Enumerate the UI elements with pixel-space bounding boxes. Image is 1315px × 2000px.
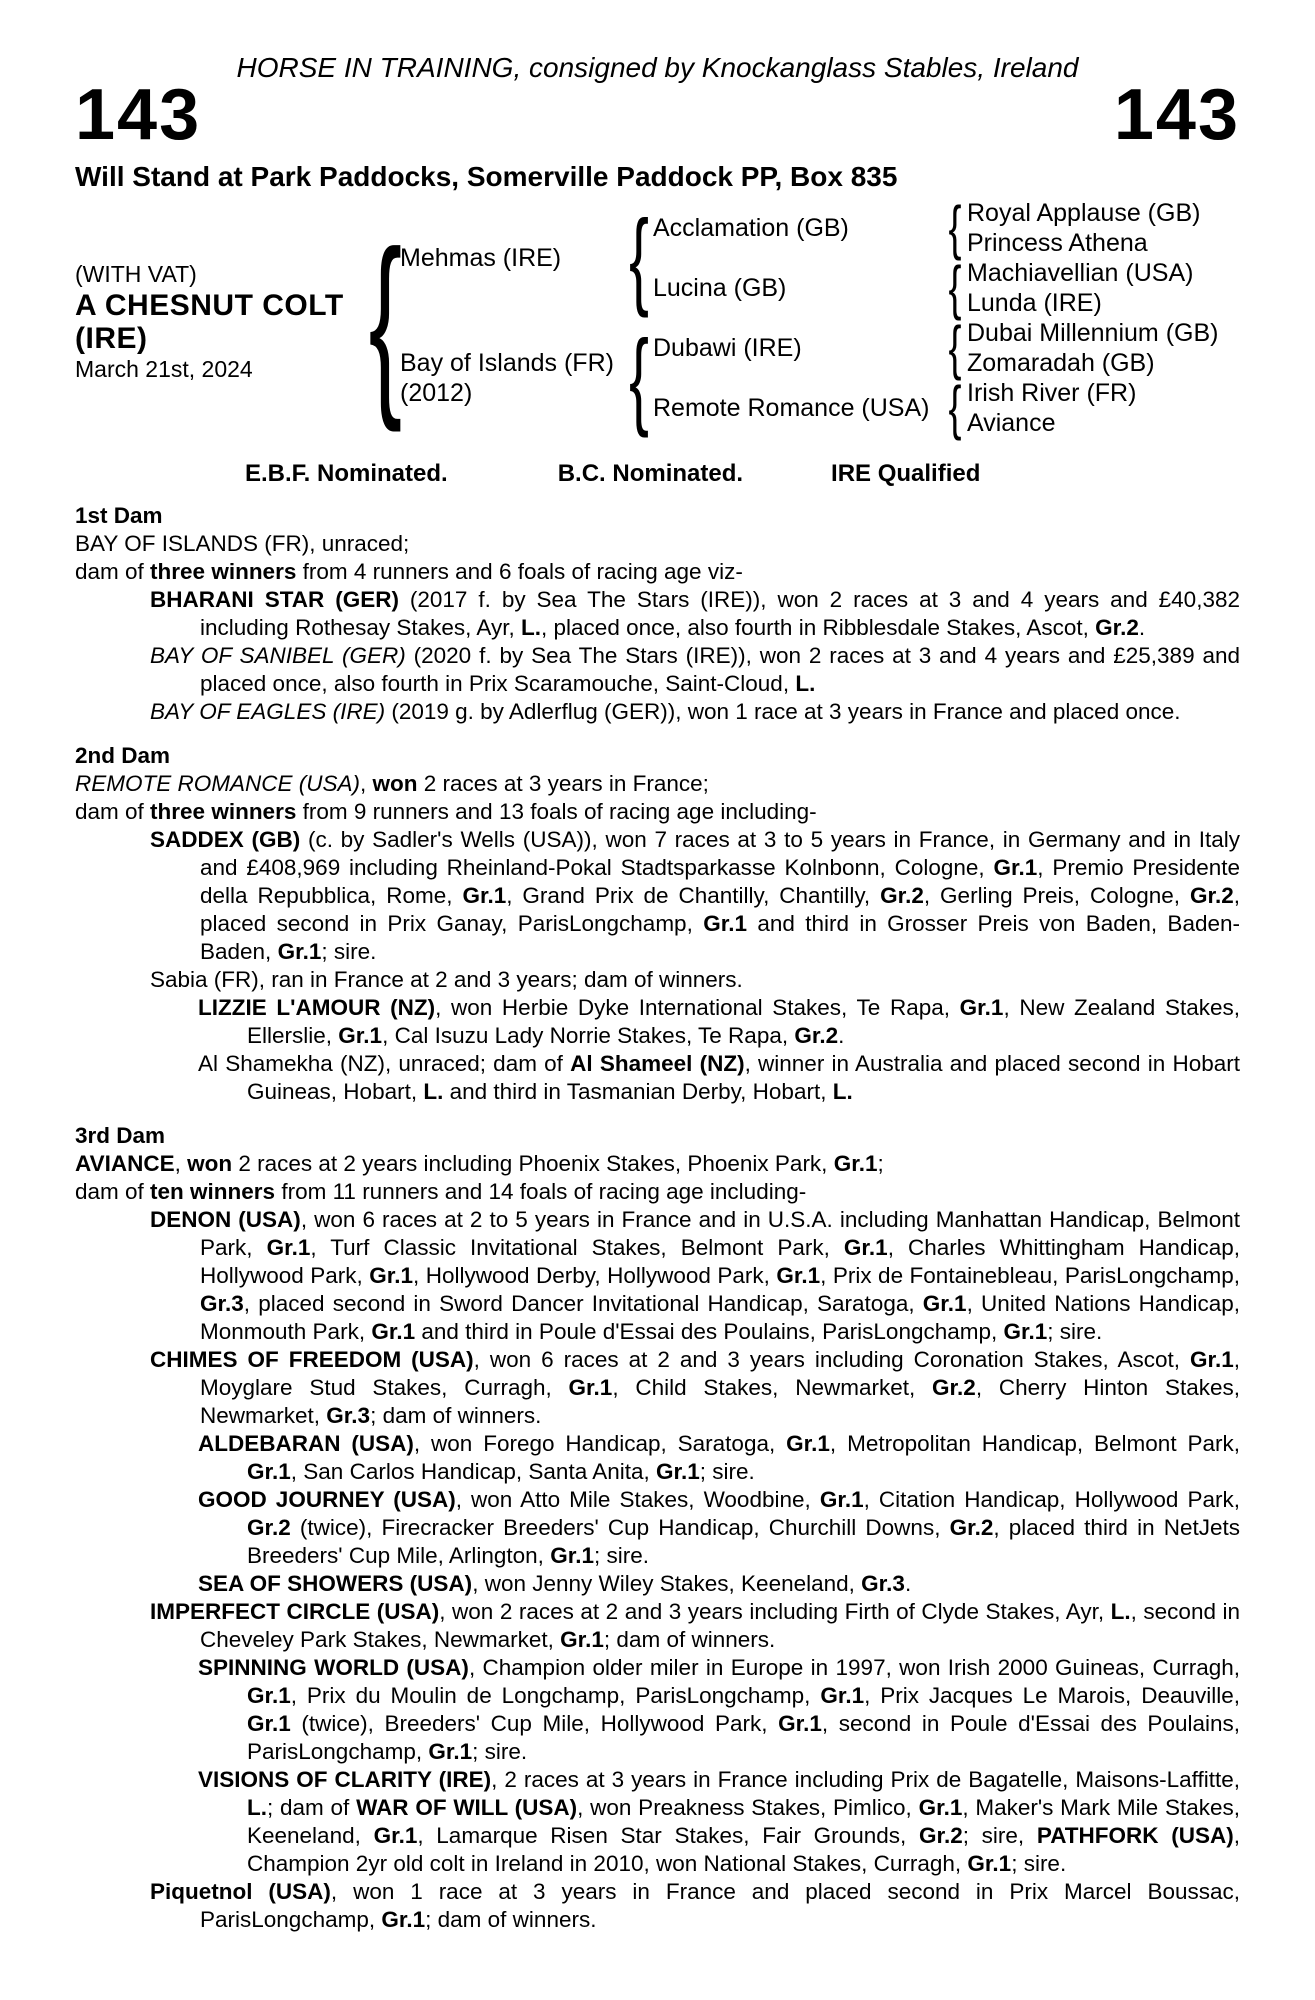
text-segment: Gr.1 — [656, 1459, 700, 1484]
text-segment: Gr.1 — [843, 1235, 888, 1260]
section-3rd-dam — [75, 1122, 1240, 1934]
text-segment: Gr.1 — [338, 1023, 383, 1048]
text-segment: Gr.1 — [371, 1319, 416, 1344]
text-segment: , Citation Handicap, Hollywood Park, — [863, 1487, 1240, 1512]
text-segment: . — [904, 1571, 912, 1596]
text-segment: BHARANI STAR (GER) — [150, 587, 399, 612]
text-segment: Gr.1 — [833, 1151, 878, 1176]
stand-location-line: Will Stand at Park Paddocks, Somerville Paddock PP, Box 835 — [75, 161, 898, 192]
text-segment: three winners — [150, 799, 297, 824]
dam-dam-dam-name: Aviance — [967, 409, 1056, 437]
text-segment: ; dam of — [267, 1795, 357, 1820]
text-segment: ten winners — [150, 1179, 276, 1204]
text-segment: REMOTE ROMANCE (USA) — [75, 771, 361, 796]
text-segment: Al Shamekha (NZ), unraced; dam of — [198, 1051, 571, 1076]
section-2nd-dam — [75, 742, 1240, 1106]
dam-dam-name: Remote Romance (USA) — [653, 393, 930, 422]
text-segment: Gr.2 — [247, 1515, 291, 1540]
text-segment: ; dam of winners. — [603, 1627, 776, 1652]
pedigree-paragraph — [150, 1878, 1240, 1934]
text-segment: , won Atto Mile Stakes, Woodbine, — [455, 1487, 820, 1512]
text-segment: Gr.1 — [568, 1375, 613, 1400]
dam-name-text: Bay of Islands (FR) — [400, 349, 614, 377]
text-segment: , Gerling Preis, Cologne, — [923, 883, 1190, 908]
text-segment: , won 1 race at 3 years in France and placed second in Prix Marcel Boussac, ParisLongchamp, — [200, 1879, 1240, 1932]
text-segment: (2020 f. by Sea The Stars (IRE)), won 2 races at 3 and 4 years and £25,389 and placed once, also fourth in Prix Scaramouche, Saint-Cloud, — [200, 643, 1240, 696]
pedigree-brace-dam-sire: { — [948, 314, 962, 381]
text-segment: , won Herbie Dyke International Stakes, Te Rapa, — [435, 995, 960, 1020]
dam-dam-sire-name: Irish River (FR) — [967, 379, 1137, 407]
pedigree-paragraph — [75, 1178, 1240, 1206]
sire-dam-dam-name: Lunda (IRE) — [967, 289, 1102, 317]
text-segment: , Prix de Fontainebleau, ParisLongchamp, — [820, 1263, 1240, 1288]
text-segment: SEA OF SHOWERS (USA) — [198, 1571, 473, 1596]
lot-number-right: 143 — [1113, 75, 1240, 155]
text-segment: IMPERFECT CIRCLE (USA) — [150, 1599, 440, 1624]
text-segment: , New Zealand Stakes, Ellerslie, — [247, 995, 1240, 1048]
pedigree-paragraph — [75, 798, 1240, 826]
pedigree-paragraph — [150, 586, 1240, 642]
text-segment: , placed second in Sword Dancer Invitational Handicap, Saratoga, — [243, 1291, 923, 1316]
text-segment: Gr.1 — [369, 1263, 414, 1288]
nomination-ire-qualified: IRE Qualified — [831, 460, 981, 487]
text-segment: ; sire. — [472, 1739, 528, 1764]
lot-number-left: 143 — [75, 75, 202, 155]
text-segment: , Champion older miler in Europe in 1997, won Irish 2000 Guineas, Curragh, — [468, 1655, 1240, 1680]
text-segment: , Lamarque Risen Star Stakes, Fair Grounds, — [417, 1823, 919, 1848]
sire-sire-branch — [653, 194, 1201, 261]
text-segment: and third in Grosser Preis von Baden, Baden-Baden, — [200, 911, 1240, 964]
text-segment: , placed once, also fourth in Ribblesdale Stakes, Ascot, — [541, 615, 1096, 640]
text-segment: (twice), Breeders' Cup Mile, Hollywood Park, — [290, 1711, 779, 1736]
text-segment: CHIMES OF FREEDOM (USA) — [150, 1347, 474, 1372]
pedigree-paragraph — [75, 1150, 1240, 1178]
pedigree-paragraph — [75, 530, 1240, 558]
text-segment: , won 6 races at 2 to 5 years in France and in U.S.A. including Manhattan Handicap, Belmont Park, — [200, 1207, 1241, 1260]
text-segment: VISIONS OF CLARITY (IRE) — [198, 1767, 492, 1792]
dam-sire-dam-name: Zomaradah (GB) — [967, 349, 1155, 377]
text-segment: , won Jenny Wiley Stakes, Keeneland, — [472, 1571, 862, 1596]
text-segment: ; dam of winners. — [370, 1403, 542, 1428]
dam-dam-branch — [653, 374, 1218, 441]
pedigree-brace-dam: { — [629, 317, 649, 438]
text-segment: , Maker's Mark Mile Stakes, Keeneland, — [247, 1795, 1240, 1848]
dam-branch — [400, 314, 1219, 441]
text-segment: , San Carlos Handicap, Santa Anita, — [290, 1459, 656, 1484]
text-segment: , won 2 races at 2 and 3 years including Firth of Clyde Stakes, Ayr, — [439, 1599, 1111, 1624]
text-segment: , Charles Whittingham Handicap, Hollywood Park, — [200, 1235, 1240, 1288]
vat-note: (WITH VAT) — [75, 261, 197, 287]
text-segment: Gr.2 — [918, 1823, 963, 1848]
pedigree-brace-dam-dam: { — [948, 374, 962, 441]
sire-branch — [400, 194, 1218, 321]
text-segment: Gr.1 — [703, 911, 747, 936]
text-segment: Gr.1 — [373, 1823, 418, 1848]
text-segment: and third in Tasmanian Derby, Hobart, — [443, 1079, 833, 1104]
text-segment: ; sire. — [1011, 1851, 1067, 1876]
text-segment: ; sire, — [962, 1823, 1037, 1848]
text-segment: Sabia (FR), ran in France at 2 and 3 years; dam of winners. — [150, 967, 743, 992]
text-segment: ; — [877, 1151, 884, 1176]
text-segment: from 9 runners and 13 foals of racing age including- — [296, 799, 817, 824]
text-segment: Gr.1 — [778, 1711, 822, 1736]
pedigree-paragraph — [198, 1654, 1241, 1766]
section-1st-dam — [75, 502, 1240, 726]
text-segment: Gr.1 — [819, 1487, 864, 1512]
text-segment: Gr.2 — [932, 1375, 976, 1400]
pedigree-paragraph — [198, 1486, 1240, 1570]
text-segment: L. — [795, 671, 816, 696]
text-segment: Gr.1 — [820, 1683, 865, 1708]
text-segment: Al Shameel (NZ) — [570, 1051, 745, 1076]
nomination-ebf: E.B.F. Nominated. — [245, 460, 448, 487]
dam-sire-branch — [653, 314, 1219, 381]
foal-date: March 21st, 2024 — [75, 356, 253, 382]
text-segment: . — [838, 1023, 845, 1048]
text-segment: , won 6 races at 2 and 3 years including Coronation Stakes, Ascot, — [473, 1347, 1190, 1372]
text-segment: , Child Stakes, Newmarket, — [612, 1375, 933, 1400]
lot-number-row — [75, 75, 1240, 155]
text-segment: Gr.1 — [247, 1459, 291, 1484]
text-segment: Gr.3 — [326, 1403, 371, 1428]
pedigree-paragraph — [150, 826, 1241, 966]
text-segment: L. — [423, 1079, 444, 1104]
text-segment: ; sire. — [1047, 1319, 1103, 1344]
text-segment: , second in Cheveley Park Stakes, Newmarket, — [200, 1599, 1241, 1652]
text-segment: from 4 runners and 6 foals of racing age viz- — [296, 559, 743, 584]
pedigree-brace-gen1: { — [368, 210, 402, 433]
section-heading: 2nd Dam — [75, 743, 171, 768]
text-segment: GOOD JOURNEY (USA) — [198, 1487, 456, 1512]
text-segment: L. — [832, 1079, 853, 1104]
nomination-bc: B.C. Nominated. — [557, 460, 744, 487]
pedigree-table — [75, 194, 1240, 446]
pedigree-paragraph — [75, 558, 1240, 586]
lot-info — [75, 198, 370, 446]
pedigree-paragraph — [198, 1766, 1240, 1878]
text-segment: WAR OF WILL (USA) — [356, 1795, 578, 1820]
text-segment: , Prix Jacques Le Marois, Deauville, — [864, 1683, 1241, 1708]
text-segment: , winner in Australia and placed second in Hobart Guineas, Hobart, — [247, 1051, 1241, 1104]
text-segment: Gr.1 — [1003, 1319, 1048, 1344]
text-segment: won — [187, 1151, 233, 1176]
pedigree-paragraph — [150, 1346, 1240, 1430]
text-segment: 2 races at 3 years in France; — [417, 771, 709, 796]
text-segment: (2017 f. by Sea The Stars (IRE)), won 2 races at 3 and 4 years and £40,382 including Rothesay Stakes, Ayr, — [200, 587, 1240, 640]
text-segment: SPINNING WORLD (USA) — [198, 1655, 469, 1680]
text-segment: DENON (USA) — [150, 1207, 301, 1232]
text-segment: three winners — [150, 559, 297, 584]
sire-sire-dam-name: Princess Athena — [967, 229, 1148, 257]
pedigree-paragraph — [150, 642, 1240, 698]
sire-sire-name: Acclamation (GB) — [653, 213, 849, 242]
section-heading: 1st Dam — [75, 503, 163, 528]
text-segment: L. — [521, 615, 542, 640]
pedigree-paragraph — [198, 1050, 1241, 1106]
text-segment: L. — [247, 1795, 267, 1820]
pedigree-paragraph — [150, 698, 1240, 726]
text-segment: Gr.1 — [277, 939, 322, 964]
dam-sire-sire-name: Dubai Millennium (GB) — [967, 319, 1219, 347]
text-segment: L. — [1110, 1599, 1131, 1624]
text-segment: , Hollywood Derby, Hollywood Park, — [413, 1263, 777, 1288]
dam-sire-name: Dubawi (IRE) — [653, 333, 802, 362]
section-heading: 3rd Dam — [75, 1123, 166, 1148]
text-segment: Gr.1 — [266, 1235, 311, 1260]
text-segment: Gr.1 — [918, 1795, 963, 1820]
text-segment: SADDEX (GB) — [150, 827, 301, 852]
text-segment: LIZZIE L'AMOUR (NZ) — [198, 995, 436, 1020]
text-segment: BAY OF EAGLES (IRE) — [150, 699, 386, 724]
text-segment: Gr.1 — [462, 883, 507, 908]
text-segment: Gr.1 — [993, 855, 1038, 880]
text-segment: , — [174, 1151, 188, 1176]
text-segment: won — [372, 771, 418, 796]
text-segment: dam of — [75, 559, 151, 584]
text-segment: Gr.1 — [381, 1907, 426, 1932]
text-segment: ; dam of winners. — [425, 1907, 597, 1932]
text-segment: ; sire. — [321, 939, 377, 964]
sire-sire-sire-name: Royal Applause (GB) — [967, 199, 1201, 227]
text-segment: , Grand Prix de Chantilly, Chantilly, — [506, 883, 881, 908]
sire-name — [400, 198, 625, 318]
text-segment: , United Nations Handicap, Monmouth Park, — [200, 1291, 1240, 1344]
text-segment: Gr.1 — [967, 1851, 1012, 1876]
sire-name-text: Mehmas (IRE) — [400, 244, 562, 272]
pedigree-paragraph — [75, 770, 1240, 798]
dam-name — [400, 318, 625, 438]
horse-name-line1: A CHESNUT COLT — [75, 289, 344, 322]
text-segment: (2019 g. by Adlerflug (GER)), won 1 race at 3 years in France and placed once. — [385, 699, 1181, 724]
pedigree-paragraph — [198, 1570, 1240, 1598]
pedigree-paragraph — [150, 966, 1240, 994]
text-segment: AVIANCE — [75, 1151, 175, 1176]
text-segment: PATHFORK (USA) — [1036, 1823, 1234, 1848]
pedigree-generations — [400, 194, 1219, 446]
text-segment: Gr.1 — [560, 1627, 604, 1652]
sire-dam-name: Lucina (GB) — [653, 273, 787, 302]
text-segment: , Turf Classic Invitational Stakes, Belmont Park, — [310, 1235, 844, 1260]
text-segment: Gr.2 — [880, 883, 924, 908]
text-segment: Gr.1 — [428, 1739, 473, 1764]
text-segment: Gr.1 — [550, 1543, 594, 1568]
text-segment: Gr.1 — [786, 1431, 830, 1456]
dam-year-text: (2012) — [400, 379, 473, 407]
sire-dam-sire-name: Machiavellian (USA) — [967, 259, 1194, 287]
text-segment: , Cal Isuzu Lady Norrie Stakes, Te Rapa, — [382, 1023, 795, 1048]
pedigree-brace-sire-sire: { — [948, 194, 962, 261]
page-title: HORSE IN TRAINING, consigned by Knockanglass Stables, Ireland — [236, 52, 1079, 83]
text-segment: , Champion 2yr old colt in Ireland in 2010, won National Stakes, Curragh, — [247, 1823, 1240, 1876]
text-segment: Piquetnol (USA) — [150, 1879, 331, 1904]
text-segment: , — [360, 771, 373, 796]
text-segment: BAY OF SANIBEL (GER) — [150, 643, 406, 668]
text-segment: (twice), Firecracker Breeders' Cup Handicap, Churchill Downs, — [290, 1515, 950, 1540]
text-segment: Gr.1 — [1189, 1347, 1234, 1372]
text-segment: , Premio Presidente della Repubblica, Rome, — [200, 855, 1240, 908]
text-segment: Gr.1 — [776, 1263, 821, 1288]
text-segment: , won Forego Handicap, Saratoga, — [413, 1431, 787, 1456]
pedigree-paragraph — [198, 994, 1240, 1050]
text-segment: , 2 races at 3 years in France including Prix de Bagatelle, Maisons-Laffitte, — [491, 1767, 1240, 1792]
pedigree-paragraph — [198, 1430, 1240, 1486]
text-segment: ; sire. — [699, 1459, 755, 1484]
text-segment: and third in Poule d'Essai des Poulains, ParisLongchamp, — [415, 1319, 1004, 1344]
text-segment: , placed third in NetJets Breeders' Cup Mile, Arlington, — [247, 1515, 1240, 1568]
text-segment: from 11 runners and 14 foals of racing age including- — [275, 1179, 807, 1204]
text-segment: Gr.2 — [794, 1023, 839, 1048]
text-segment: 2 races at 2 years including Phoenix Stakes, Phoenix Park, — [232, 1151, 834, 1176]
text-segment: Gr.2 — [949, 1515, 994, 1540]
sire-dam-branch — [653, 254, 1200, 321]
text-segment: Gr.3 — [200, 1291, 244, 1316]
text-segment: ALDEBARAN (USA) — [198, 1431, 414, 1456]
text-segment: , won Preakness Stakes, Pimlico, — [577, 1795, 919, 1820]
text-segment: (c. by Sadler's Wells (USA)), won 7 races at 3 to 5 years in France, in Germany and in Italy and £408,969 including Rheinland-Pokal Stadtsparkasse Kolnbonn, Cologne, — [200, 827, 1241, 880]
nominations-line — [75, 460, 1240, 488]
pedigree-brace-sire: { — [629, 197, 649, 318]
text-segment: Gr.1 — [959, 995, 1004, 1020]
pedigree-brace-sire-dam: { — [948, 254, 962, 321]
text-segment: Gr.1 — [247, 1683, 291, 1708]
pedigree-text — [75, 502, 1240, 1934]
text-segment: , Metropolitan Handicap, Belmont Park, — [829, 1431, 1240, 1456]
pedigree-paragraph — [150, 1206, 1241, 1346]
text-segment: ; sire. — [593, 1543, 649, 1568]
text-segment: BAY OF ISLANDS (FR), unraced; — [75, 531, 410, 556]
text-segment: , Moyglare Stud Stakes, Curragh, — [200, 1347, 1240, 1400]
text-segment: Gr.3 — [861, 1571, 905, 1596]
horse-name-line2: (IRE) — [75, 322, 148, 355]
text-segment: , second in Poule d'Essai des Poulains, ParisLongchamp, — [247, 1711, 1240, 1764]
text-segment: Gr.2 — [1095, 615, 1139, 640]
text-segment: Gr.1 — [247, 1711, 291, 1736]
text-segment: dam of — [75, 799, 151, 824]
text-segment: Gr.1 — [922, 1291, 967, 1316]
text-segment: dam of — [75, 1179, 151, 1204]
text-segment: Gr.2 — [1189, 883, 1234, 908]
pedigree-paragraph — [150, 1598, 1241, 1654]
text-segment: . — [1138, 615, 1146, 640]
text-segment: , placed second in Prix Ganay, ParisLongchamp, — [200, 883, 1241, 936]
text-segment: , Cherry Hinton Stakes, Newmarket, — [200, 1375, 1240, 1428]
text-segment: , Prix du Moulin de Longchamp, ParisLongchamp, — [290, 1683, 821, 1708]
